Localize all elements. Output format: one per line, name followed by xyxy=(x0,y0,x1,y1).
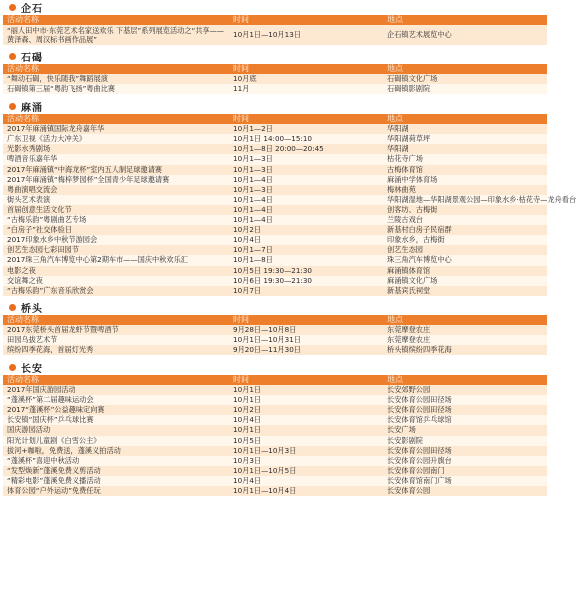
table-header-row xyxy=(3,15,547,25)
events-table xyxy=(3,315,547,355)
cell-activity: 2017“蓬溪杯”公益趣味定向赛 xyxy=(3,405,229,415)
cell-place: 长安影剧院 xyxy=(383,436,547,446)
column-header-place: 地点 xyxy=(387,314,403,324)
town-header xyxy=(5,1,547,14)
column-header-time: 时间 xyxy=(233,114,249,124)
cell-place: 印象水乡，古梅街 xyxy=(383,235,547,245)
cell-activity: 2017年麻涌镇国际龙舟嘉年华 xyxy=(3,124,229,134)
cell-place: 长安体育公园 xyxy=(383,486,547,496)
cell-place: 新基村白房子民宿群 xyxy=(383,225,547,235)
column-header-activity: 活动名称 xyxy=(7,314,39,324)
events-table xyxy=(3,375,547,496)
cell-activity: “白房子”社交体验日 xyxy=(3,225,229,235)
cell-place: 华阳湖 xyxy=(383,144,547,154)
cell-time: 10月4日 xyxy=(229,235,383,245)
column-header-activity: 活动名称 xyxy=(7,114,39,124)
cell-place: 华阳湖 xyxy=(383,124,547,134)
table-row xyxy=(3,134,547,144)
cell-place: 麻涌镇体育馆 xyxy=(383,266,547,276)
cell-time: 10月1—4日 xyxy=(229,175,383,185)
cell-time: 10月1日 xyxy=(229,385,383,395)
column-header-activity: 活动名称 xyxy=(7,15,39,24)
cell-activity: “古梅乐韵”粤剧曲艺专场 xyxy=(3,215,229,225)
town-name: 桥头 xyxy=(21,303,43,315)
cell-activity: 2017年麻涌镇“梅梓梦园杯”全国青少年足球邀请赛 xyxy=(3,175,229,185)
table-row xyxy=(3,25,547,45)
table-row xyxy=(3,286,547,296)
cell-time: 10月1日—10月31日 xyxy=(229,335,383,345)
cell-place: 桥头镇缤纷四季花海 xyxy=(383,345,547,355)
cell-place: 华阳湖荷草坪 xyxy=(383,134,547,144)
cell-place: 东莞摩登农庄 xyxy=(383,335,547,345)
cell-activity: 电影之夜 xyxy=(3,266,229,276)
cell-activity: 2017年麻涌镇“中海龙杯”室内五人制足球邀请赛 xyxy=(3,165,229,175)
cell-activity: “发型焕新”蓬溪免费义剪活动 xyxy=(3,466,229,476)
table-row xyxy=(3,415,547,425)
cell-time: 10月4日 xyxy=(229,476,383,486)
cell-time: 10月1—3日 xyxy=(229,154,383,164)
table-row xyxy=(3,476,547,486)
cell-place: 创客坊、古梅街 xyxy=(383,205,547,215)
cell-time: 10月1日 xyxy=(229,395,383,405)
town-header xyxy=(5,100,547,113)
table-row xyxy=(3,255,547,265)
cell-time: 10月5日 xyxy=(229,436,383,446)
town-header xyxy=(5,50,547,63)
cell-activity: 广东卫视《活力大冲关》 xyxy=(3,134,229,144)
cell-time: 10月6日 19:30—21:30 xyxy=(229,276,383,286)
cell-time: 10月5日 19:30—21:30 xyxy=(229,266,383,276)
town-section xyxy=(3,361,547,496)
column-header-place: 地点 xyxy=(387,15,403,24)
cell-activity: 2017年国庆游园活动 xyxy=(3,385,229,395)
table-row xyxy=(3,84,547,94)
events-table xyxy=(3,15,547,45)
column-header-place: 地点 xyxy=(387,64,403,73)
cell-activity: 2017珠三角汽车博览中心第2期车市——国庆中秋欢乐汇 xyxy=(3,255,229,265)
table-row xyxy=(3,436,547,446)
events-table xyxy=(3,64,547,94)
cell-time: 10月1日—10月4日 xyxy=(229,486,383,496)
column-header-time: 时间 xyxy=(233,64,249,73)
cell-activity: 拔河+咖啦，免费送，蓬溪义拍活动 xyxy=(3,446,229,456)
cell-activity: 2017东莞桥头首届龙虾节暨啤酒节 xyxy=(3,325,229,335)
cell-time: 10月1日—10月3日 xyxy=(229,446,383,456)
town-header xyxy=(5,301,547,314)
cell-activity: “古梅乐韵”广东音乐欣赏会 xyxy=(3,286,229,296)
cell-activity: 石碣镇第三届“粤韵飞扬”粤曲比赛 xyxy=(3,84,229,94)
town-name: 企石 xyxy=(21,4,43,15)
column-header-time: 时间 xyxy=(233,314,249,324)
table-row xyxy=(3,425,547,435)
column-header-activity: 活动名称 xyxy=(7,375,39,385)
table-row xyxy=(3,205,547,215)
cell-activity: 长安镇“国庆杯”乒乓球比赛 xyxy=(3,415,229,425)
cell-place: 长安体育公园田径场 xyxy=(383,405,547,415)
cell-place: 东莞摩登农庄 xyxy=(383,325,547,335)
table-row xyxy=(3,124,547,134)
table-row xyxy=(3,276,547,286)
bullet-dot-icon xyxy=(9,364,16,371)
table-row xyxy=(3,185,547,195)
table-header-row xyxy=(3,114,547,124)
cell-place: 企石镇艺术展览中心 xyxy=(383,25,547,45)
cell-place: 创艺生态园 xyxy=(383,245,547,255)
cell-place: 长安体育公园田径场 xyxy=(383,446,547,456)
town-name: 长安 xyxy=(21,364,43,376)
cell-place: 长安体育公园升旗台 xyxy=(383,456,547,466)
table-row xyxy=(3,175,547,185)
table-row xyxy=(3,225,547,235)
table-row xyxy=(3,335,547,345)
column-header-place: 地点 xyxy=(387,114,403,124)
cell-activity: 粤曲演唱交流会 xyxy=(3,185,229,195)
cell-place: 石碣镇影剧院 xyxy=(383,84,547,94)
cell-place: 新基宾氏祠堂 xyxy=(383,286,547,296)
cell-time: 10月1—3日 xyxy=(229,185,383,195)
cell-time: 10月1—7日 xyxy=(229,245,383,255)
cell-activity: “蓬溪杯”喜迎中秋活动 xyxy=(3,456,229,466)
column-header-time: 时间 xyxy=(233,375,249,385)
cell-place: 长安体育馆乒乓球馆 xyxy=(383,415,547,425)
table-row xyxy=(3,266,547,276)
cell-time: 10月2日 xyxy=(229,225,383,235)
cell-place: 古梅体育馆 xyxy=(383,165,547,175)
cell-time: 10月底 xyxy=(229,74,383,84)
cell-time: 10月4日 xyxy=(229,415,383,425)
table-row xyxy=(3,385,547,395)
cell-activity: 啤酒音乐嘉年华 xyxy=(3,154,229,164)
cell-time: 10月1日—10月13日 xyxy=(229,25,383,45)
cell-time: 10月1日—10月5日 xyxy=(229,466,383,476)
cell-activity: 田园乌拔艺术节 xyxy=(3,335,229,345)
cell-place: 珠三角汽车博览中心 xyxy=(383,255,547,265)
cell-time: 10月1日 14:00—15:10 xyxy=(229,134,383,144)
bullet-dot-icon xyxy=(9,103,16,110)
table-row xyxy=(3,74,547,84)
town-section xyxy=(3,100,576,296)
table-row xyxy=(3,486,547,496)
table-row xyxy=(3,144,547,154)
table-row xyxy=(3,245,547,255)
cell-place: 长安郊野公园 xyxy=(383,385,547,395)
cell-time: 9月20日—11月30日 xyxy=(229,345,383,355)
bullet-dot-icon xyxy=(9,53,16,60)
town-section xyxy=(3,301,547,355)
events-table xyxy=(3,114,576,296)
cell-time: 10月1—4日 xyxy=(229,205,383,215)
cell-place: 枯花寺广场 xyxy=(383,154,547,164)
cell-place: 梅林曲苑 xyxy=(383,185,547,195)
cell-time: 10月1—8日 20:00—20:45 xyxy=(229,144,383,154)
cell-time: 10月3日 xyxy=(229,456,383,466)
cell-activity: “舞动石碣，快乐随我”舞蹈展演 xyxy=(3,74,229,84)
cell-place: 石碣镇文化广场 xyxy=(383,74,547,84)
cell-activity: “丽人田中市·东莞艺术名家送欢乐 下基层”系列展览活动之“共享——黄泽森、周汉标书画作品展” xyxy=(3,25,229,45)
table-header-row xyxy=(3,315,547,325)
town-section xyxy=(3,1,547,45)
cell-time: 10月1—8日 xyxy=(229,255,383,265)
cell-time: 10月1—2日 xyxy=(229,124,383,134)
town-name: 麻涌 xyxy=(21,103,43,115)
cell-activity: 街头艺术表演 xyxy=(3,195,229,205)
cell-time: 10月1—3日 xyxy=(229,165,383,175)
cell-time: 10月1日 xyxy=(229,425,383,435)
table-row xyxy=(3,395,547,405)
cell-place: 华阳湖湿地—华阳湖景观公园—印象水乡·枯花寺—龙舟看台 xyxy=(383,195,547,205)
table-header-row xyxy=(3,64,547,74)
table-row xyxy=(3,456,547,466)
cell-activity: “蓬溪杯”第二届趣味运动会 xyxy=(3,395,229,405)
table-row xyxy=(3,325,547,335)
table-row xyxy=(3,215,547,225)
cell-activity: 国庆游园活动 xyxy=(3,425,229,435)
cell-time: 10月1—4日 xyxy=(229,215,383,225)
cell-time: 11月 xyxy=(229,84,383,94)
cell-place: 长安体育公园田径场 xyxy=(383,395,547,405)
table-row xyxy=(3,165,547,175)
table-row xyxy=(3,345,547,355)
cell-activity: 阳光计划儿童剧《白雪公主》 xyxy=(3,436,229,446)
cell-place: 麻涌镇文化广场 xyxy=(383,276,547,286)
cell-place: 长安广场 xyxy=(383,425,547,435)
cell-time: 10月2日 xyxy=(229,405,383,415)
town-header xyxy=(5,361,547,374)
cell-activity: “精彩电影”蓬溪免费义播活动 xyxy=(3,476,229,486)
table-row xyxy=(3,466,547,476)
cell-time: 10月1—4日 xyxy=(229,195,383,205)
cell-place: 麻涌中学体育场 xyxy=(383,175,547,185)
table-row xyxy=(3,405,547,415)
cell-activity: 创艺生态园七彩田园节 xyxy=(3,245,229,255)
column-header-activity: 活动名称 xyxy=(7,64,39,73)
table-row xyxy=(3,154,547,164)
town-section xyxy=(3,50,547,94)
cell-activity: 交谊舞之夜 xyxy=(3,276,229,286)
cell-activity: 首届创意生活文化节 xyxy=(3,205,229,215)
cell-place: 兰陵古戏台 xyxy=(383,215,547,225)
cell-place: 长安体育公园南门 xyxy=(383,466,547,476)
cell-time: 9月28日—10月8日 xyxy=(229,325,383,335)
column-header-time: 时间 xyxy=(233,15,249,24)
cell-time: 10月7日 xyxy=(229,286,383,296)
cell-activity: 体育公园“户外运动”免费任玩 xyxy=(3,486,229,496)
bullet-dot-icon xyxy=(9,4,16,11)
bullet-dot-icon xyxy=(9,304,16,311)
cell-place: 长安体育馆南门广场 xyxy=(383,476,547,486)
column-header-place: 地点 xyxy=(387,375,403,385)
cell-activity: 缤纷四季花海，首届灯光秀 xyxy=(3,345,229,355)
table-header-row xyxy=(3,375,547,385)
cell-activity: 2017印象水乡中秋节游园会 xyxy=(3,235,229,245)
town-name: 石碣 xyxy=(21,53,43,64)
cell-activity: 光影水秀剧场 xyxy=(3,144,229,154)
table-row xyxy=(3,446,547,456)
table-row xyxy=(3,235,547,245)
table-row xyxy=(3,195,547,205)
